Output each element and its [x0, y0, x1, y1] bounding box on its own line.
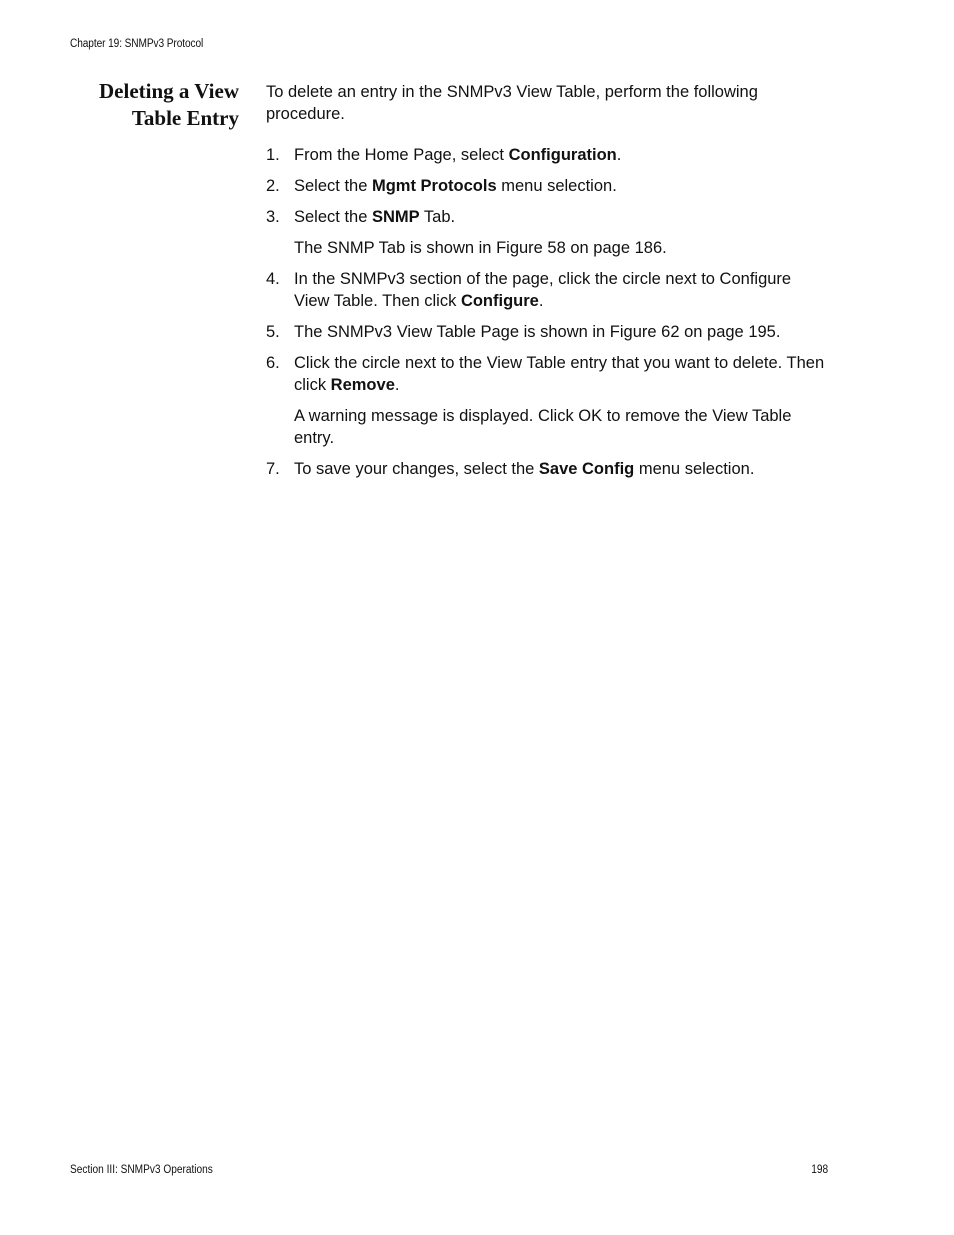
step-number: 6.	[266, 354, 280, 372]
ui-term: Save Config	[538, 460, 635, 478]
step-number: 3.	[266, 208, 280, 226]
step-text: From the Home Page, select Configuration.	[294, 146, 622, 164]
step-6-note: A warning message is displayed. Click OK to remove the View Table entry.	[294, 407, 792, 447]
section-heading	[60, 78, 239, 132]
section-body	[266, 81, 826, 489]
step-text: The SNMPv3 View Table Page is shown in Figure 62 on page 195.	[294, 323, 781, 341]
step-number: 1.	[266, 146, 280, 164]
ui-term: SNMP	[371, 208, 420, 226]
ui-term: Configure	[460, 292, 539, 310]
step-5	[266, 321, 826, 343]
step-number: 7.	[266, 460, 280, 478]
step-text: To save your changes, select the Save Config menu selection.	[294, 460, 755, 478]
step-text: Select the SNMP Tab.	[294, 208, 456, 226]
step-4	[266, 268, 826, 312]
section-heading-line-1: Deleting a View	[99, 79, 239, 103]
step-1	[266, 144, 826, 166]
ui-term: Remove	[330, 376, 395, 394]
page-number: 198	[811, 1164, 828, 1176]
footer-section-title: Section III: SNMPv3 Operations	[70, 1164, 213, 1176]
ui-term: Mgmt Protocols	[371, 177, 497, 195]
step-text: Click the circle next to the View Table entry that you want to delete. Then click Remove.	[294, 354, 825, 394]
step-number: 2.	[266, 177, 280, 195]
section-heading-line-2: Table Entry	[131, 106, 239, 130]
step-text: In the SNMPv3 section of the page, click the circle next to Configure View Table. Then click Configure.	[294, 270, 792, 310]
procedure-steps	[266, 144, 826, 480]
step-7	[266, 458, 826, 480]
running-header: Chapter 19: SNMPv3 Protocol	[70, 38, 204, 50]
step-text: Select the Mgmt Protocols menu selection.	[294, 177, 617, 195]
step-6	[266, 352, 826, 396]
step-3-note: The SNMP Tab is shown in Figure 58 on page 186.	[294, 239, 667, 257]
step-number: 4.	[266, 270, 280, 288]
intro-paragraph: To delete an entry in the SNMPv3 View Table, perform the following procedure.	[266, 83, 758, 123]
ui-term: Configuration	[508, 146, 617, 164]
step-2	[266, 175, 826, 197]
step-number: 5.	[266, 323, 280, 341]
step-3	[266, 206, 826, 228]
